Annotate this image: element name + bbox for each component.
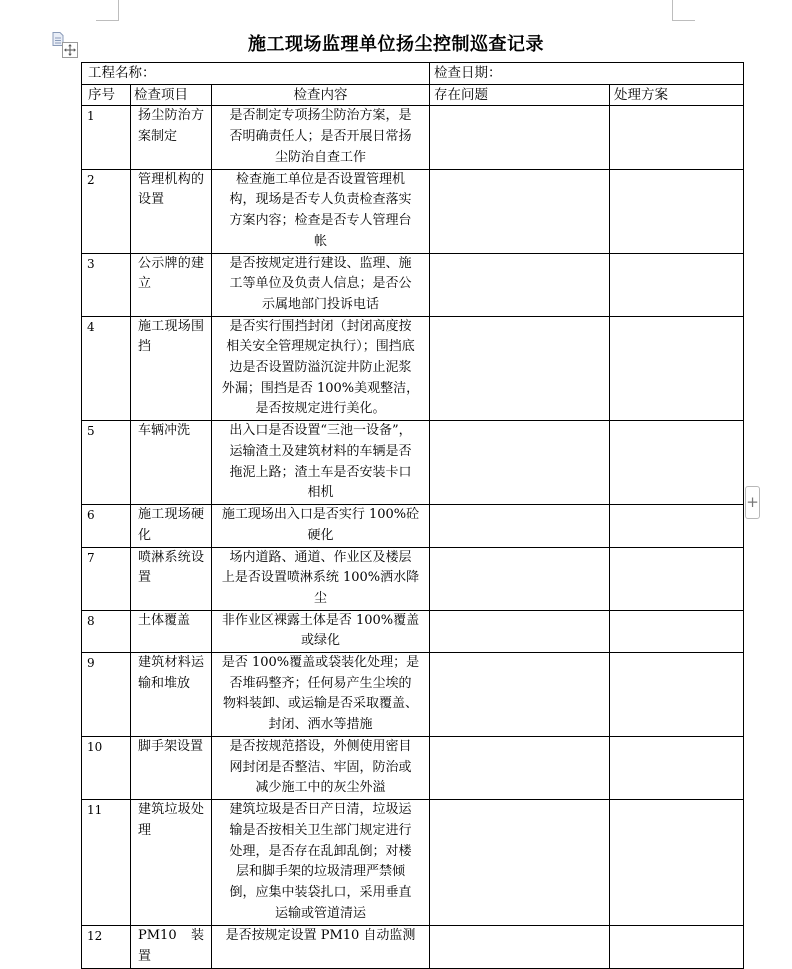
check-content-line: 硬化 [307, 527, 334, 543]
check-content-line: 运输或管道清运 [275, 905, 367, 921]
check-content-line: 减少施工中的灰尘外溢 [255, 780, 386, 796]
check-content-line: 倒，应集中装袋扎口，采用垂直 [229, 884, 412, 900]
check-content-line: 尘 [314, 590, 328, 606]
check-item-line: 施工现场硬 [138, 507, 204, 523]
table-row [82, 800, 744, 926]
solution-cell[interactable] [610, 106, 744, 169]
row-number: 3 [82, 253, 131, 316]
row-number: 4 [82, 316, 131, 421]
check-content-line: 检查施工单位是否设置管理机 [236, 171, 406, 187]
check-item-line: 扬尘防治方 [138, 108, 204, 124]
solution-cell[interactable] [610, 610, 744, 652]
table-row [82, 421, 744, 505]
row-number: 7 [82, 547, 131, 610]
check-item [131, 505, 212, 547]
check-item [131, 316, 212, 421]
check-item [131, 253, 212, 316]
check-item-line: 设置 [138, 192, 165, 208]
check-content-line: 边是否设置防溢沉淀井防止泥浆 [229, 360, 412, 376]
check-content-line: 运输渣土及建筑材料的车辆是否 [229, 443, 412, 459]
solution-cell[interactable] [610, 737, 744, 800]
issues-cell[interactable] [430, 421, 610, 505]
check-content-line: 网封闭是否整洁、牢固，防治或 [229, 759, 412, 775]
check-item [131, 547, 212, 610]
row-number: 2 [82, 169, 131, 253]
check-content-line: 方案内容；检查是否专人管理台 [229, 212, 412, 228]
row-number: 10 [82, 737, 131, 800]
issues-cell[interactable] [430, 653, 610, 737]
table-row [82, 547, 744, 610]
solution-cell[interactable] [610, 169, 744, 253]
row-number: 11 [82, 800, 131, 926]
solution-cell[interactable] [610, 505, 744, 547]
check-content-line: 施工现场出入口是否实行 100%砼 [221, 507, 420, 523]
check-content-line: 或绿化 [301, 633, 341, 649]
check-item-line: 挡 [138, 339, 152, 355]
header-solution: 处理方案 [610, 84, 744, 106]
check-content-line: 是否按规范搭设，外侧使用密目 [229, 739, 412, 755]
check-content-line: 是否实行围挡封闭（封闭高度按 [229, 318, 412, 334]
row-number: 9 [82, 653, 131, 737]
check-content-line: 层和脚手架的垃圾清理严禁倾 [236, 864, 406, 880]
check-item-line: 脚手架设置 [138, 739, 204, 755]
check-content-line: 封闭、洒水等措施 [268, 717, 373, 733]
row-number: 12 [82, 926, 131, 968]
check-content-line: 处理，是否存在乱卸乱倒；对楼 [229, 843, 412, 859]
table-row [82, 253, 744, 316]
check-item [131, 800, 212, 926]
issues-cell[interactable] [430, 106, 610, 169]
check-content [212, 610, 430, 652]
table-row [82, 737, 744, 800]
table-row [82, 169, 744, 253]
inspection-table [81, 62, 744, 969]
check-content [212, 505, 430, 547]
check-content-line: 输是否按相关卫生部门规定进行 [229, 822, 412, 838]
solution-cell[interactable] [610, 653, 744, 737]
row-number: 5 [82, 421, 131, 505]
check-content-line: 工等单位及负责人信息；是否公 [229, 276, 412, 292]
check-content-line: 否堆码整齐；任何易产生尘埃的 [229, 675, 412, 691]
document-title: 施工现场监理单位扬尘控制巡查记录 [248, 34, 544, 55]
check-content-line: 物料装卸、或运输是否采取覆盖、 [223, 696, 419, 712]
project-info-row [82, 63, 744, 85]
table-row [82, 926, 744, 968]
header-content: 检查内容 [212, 84, 430, 106]
header-issues: 存在问题 [430, 84, 610, 106]
check-content-line: 场内道路、通道、作业区及楼层 [229, 549, 412, 565]
check-item-line: 建筑垃圾处 [138, 802, 204, 818]
check-content-line: 外漏；围挡是否 100%美观整洁， [221, 380, 420, 396]
check-item-line: 理 [138, 822, 152, 838]
check-content [212, 800, 430, 926]
check-item-line: 公示牌的建 [138, 255, 204, 271]
check-content-line: 是否制定专项扬尘防治方案，是 [229, 108, 412, 124]
check-item-line: 施工现场围 [138, 318, 204, 334]
check-content [212, 106, 430, 169]
check-item-line: 管理机构的 [138, 171, 204, 187]
solution-cell[interactable] [610, 421, 744, 505]
check-item-line: 置 [138, 570, 152, 586]
issues-cell[interactable] [430, 505, 610, 547]
issues-cell[interactable] [430, 610, 610, 652]
issues-cell[interactable] [430, 737, 610, 800]
table-row [82, 505, 744, 547]
check-content-line: 是否按规定设置 PM10 自动监测 [225, 928, 416, 944]
check-content [212, 926, 430, 968]
check-item [131, 926, 212, 968]
issues-cell[interactable] [430, 926, 610, 968]
issues-cell[interactable] [430, 253, 610, 316]
check-item [131, 106, 212, 169]
table-row [82, 106, 744, 169]
check-item [131, 610, 212, 652]
check-content-line: 是否 100%覆盖或袋装化处理；是 [221, 655, 420, 671]
crop-mark-top-left [96, 0, 119, 21]
check-item-line: PM10 装置 [138, 928, 204, 964]
check-content-line: 非作业区裸露土体是否 100%覆盖 [221, 612, 420, 628]
table-row [82, 653, 744, 737]
solution-cell[interactable] [610, 316, 744, 421]
check-item-line: 建筑材料运 [138, 655, 204, 671]
issues-cell[interactable] [430, 169, 610, 253]
issues-cell[interactable] [430, 547, 610, 610]
check-content [212, 421, 430, 505]
check-content-line: 构，现场是否专人负责检查落实 [229, 192, 412, 208]
check-item [131, 653, 212, 737]
check-content-line: 拖泥上路；渣土车是否安装卡口 [229, 464, 412, 480]
check-item [131, 737, 212, 800]
check-content-line: 否明确责任人；是否开展日常扬 [229, 129, 412, 145]
check-item-line: 化 [138, 527, 152, 543]
check-content [212, 737, 430, 800]
issues-cell[interactable] [430, 800, 610, 926]
solution-cell[interactable] [610, 547, 744, 610]
project-name-label: 工程名称： [82, 63, 430, 85]
check-item [131, 421, 212, 505]
check-content-line: 相机 [307, 485, 334, 501]
table-row [82, 316, 744, 421]
check-item-line: 立 [138, 276, 152, 292]
header-seq: 序号 [82, 84, 131, 106]
check-item-line: 车辆冲洗 [138, 423, 191, 439]
check-item-line: 喷淋系统设 [138, 549, 204, 565]
check-content [212, 316, 430, 421]
row-number: 6 [82, 505, 131, 547]
check-content [212, 547, 430, 610]
solution-cell[interactable] [610, 800, 744, 926]
check-content-line: 是否按规定进行美化。 [255, 401, 386, 417]
check-content-line: 尘防治自查工作 [275, 149, 367, 165]
check-item [131, 169, 212, 253]
check-content-line: 相关安全管理规定执行）；围挡底 [226, 339, 415, 355]
check-content-line: 是否按规定进行建设、监理、施 [229, 255, 412, 271]
crop-mark-top-right [672, 0, 695, 21]
check-content-line: 建筑垃圾是否日产日清，垃圾运 [229, 802, 412, 818]
solution-cell[interactable] [610, 253, 744, 316]
issues-cell[interactable] [430, 316, 610, 421]
check-item-line: 案制定 [138, 129, 178, 145]
check-content-line: 帐 [314, 233, 328, 249]
check-content [212, 653, 430, 737]
check-item-line: 土体覆盖 [138, 612, 191, 628]
column-header-row [82, 84, 744, 106]
check-content-line: 上是否设置喷淋系统 100%洒水降 [221, 570, 420, 586]
check-item-line: 输和堆放 [138, 675, 191, 691]
row-number: 8 [82, 610, 131, 652]
solution-cell[interactable] [610, 926, 744, 968]
check-content [212, 253, 430, 316]
check-content-line: 出入口是否设置“三池一设备”， [229, 423, 412, 439]
row-number: 1 [82, 106, 131, 169]
header-item: 检查项目 [131, 84, 212, 106]
inspection-date-label: 检查日期： [430, 63, 744, 85]
check-content-line: 示属地部门投诉电话 [262, 296, 380, 312]
add-icon[interactable]: + [745, 486, 760, 519]
check-content [212, 169, 430, 253]
table-row [82, 610, 744, 652]
